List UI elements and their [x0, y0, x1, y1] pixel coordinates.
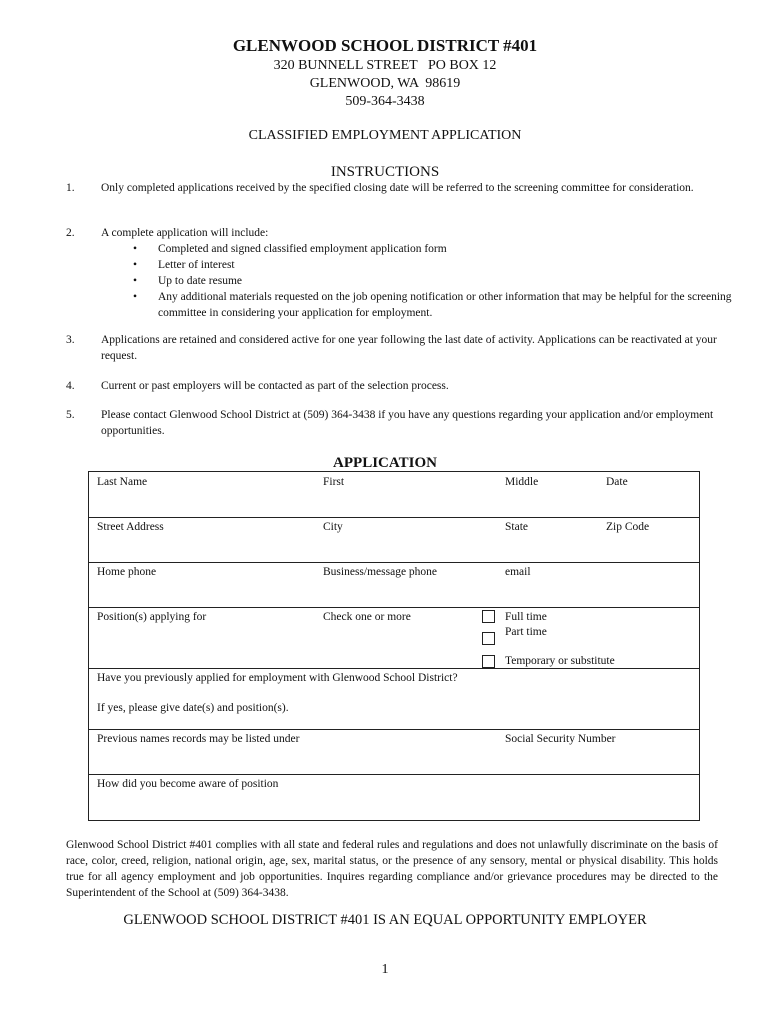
- temporary-label: Temporary or substitute: [505, 655, 615, 667]
- instructions-heading: INSTRUCTIONS: [330, 164, 440, 180]
- application-title: CLASSIFIED EMPLOYMENT APPLICATION: [248, 128, 522, 143]
- instruction-number: 4.: [66, 380, 75, 392]
- district-title: GLENWOOD SCHOOL DISTRICT #401: [232, 36, 538, 55]
- positions-field[interactable]: Position(s) applying for: [97, 611, 207, 623]
- page-number: 1: [381, 962, 389, 977]
- list-item: • Any additional materials requested on the job opening notification or other information that may be helpful for the screening committee in considering your application for employment.: [133, 291, 732, 319]
- previously-applied-field[interactable]: Have you previously applied for employment with Glenwood School District?: [97, 672, 458, 684]
- address-line-2: GLENWOOD, WA 98619: [309, 76, 461, 91]
- check-one-label: Check one or more: [323, 611, 411, 623]
- bullet-list: [133, 241, 733, 321]
- home-phone-field[interactable]: Home phone: [97, 566, 157, 578]
- address-line-1: 320 BUNNELL STREET PO BOX 12: [273, 58, 497, 73]
- form-divider: [89, 562, 699, 563]
- email-field[interactable]: email: [505, 566, 531, 578]
- instruction-number: 3.: [66, 334, 75, 346]
- nondiscrimination-statement: Glenwood School District #401 complies with all state and federal rules and regulations and does not unlawfully discriminate on the basis of race, color, creed, religion, national origin, age, sex, marital status, or the presence of any sensory, mental or physical disability. This holds true for all agency employment and job opportunities. Inquires regarding compliance and/or grievance procedures may be directed to the Superintendent of the School at (509) 364-3438.: [66, 839, 718, 899]
- part-time-label: Part time: [505, 626, 547, 638]
- city-field[interactable]: City: [323, 521, 343, 533]
- form-divider: [89, 517, 699, 518]
- first-name-field[interactable]: First: [323, 476, 345, 488]
- instruction-number: 5.: [66, 409, 75, 421]
- business-phone-field[interactable]: Business/message phone: [323, 566, 438, 578]
- street-address-field[interactable]: Street Address: [97, 521, 164, 533]
- if-yes-field[interactable]: If yes, please give date(s) and position(s).: [97, 702, 289, 714]
- ssn-field[interactable]: Social Security Number: [505, 733, 616, 745]
- application-heading: APPLICATION: [333, 455, 437, 471]
- form-divider: [89, 774, 699, 775]
- part-time-checkbox[interactable]: [482, 632, 495, 645]
- state-field[interactable]: State: [505, 521, 528, 533]
- date-field[interactable]: Date: [606, 476, 628, 488]
- district-phone: 509-364-3438: [345, 94, 425, 109]
- previous-names-field[interactable]: Previous names records may be listed under: [97, 733, 300, 745]
- form-divider: [89, 607, 699, 608]
- list-item: • Letter of interest: [133, 259, 235, 271]
- instruction-text: Please contact Glenwood School District at (509) 364-3438 if you have any questions regarding your application and/or employment opportunities.: [101, 409, 714, 437]
- zip-code-field[interactable]: Zip Code: [606, 521, 650, 533]
- form-divider: [89, 729, 699, 730]
- instruction-text: Only completed applications received by the specified closing date will be referred to the screening committee for consideration.: [101, 182, 694, 194]
- instruction-text: Current or past employers will be contacted as part of the selection process.: [101, 380, 449, 392]
- instruction-number: 2.: [66, 227, 75, 239]
- instruction-text: A complete application will include:: [101, 227, 269, 239]
- list-item: • Up to date resume: [133, 275, 242, 287]
- equal-opportunity-statement: GLENWOOD SCHOOL DISTRICT #401 IS AN EQUAL OPPORTUNITY EMPLOYER: [123, 912, 647, 928]
- instruction-text: Applications are retained and considered active for one year following the last date of activity. Applications can be reactivated at your request.: [101, 334, 717, 362]
- how-aware-field[interactable]: How did you become aware of position: [97, 778, 279, 790]
- application-form: [88, 471, 700, 821]
- middle-name-field[interactable]: Middle: [505, 476, 539, 488]
- full-time-label: Full time: [505, 611, 547, 623]
- form-divider: [89, 668, 699, 669]
- full-time-checkbox[interactable]: [482, 610, 495, 623]
- instruction-number: 1.: [66, 182, 75, 194]
- list-item: • Completed and signed classified employment application form: [133, 243, 447, 255]
- last-name-field[interactable]: Last Name: [97, 476, 148, 488]
- temporary-checkbox[interactable]: [482, 655, 495, 668]
